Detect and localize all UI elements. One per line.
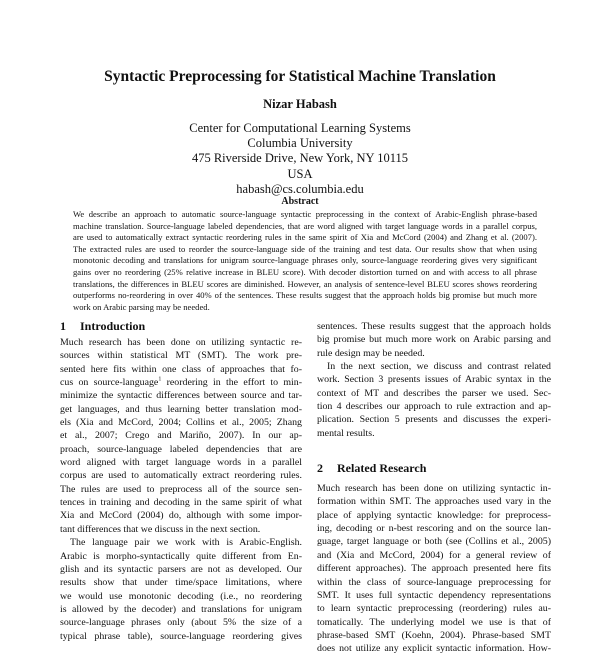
text-line: The rules are used to preprocess all of the source sen- [60, 483, 302, 495]
text-line: The language pair we work with is Arabic-English. [70, 537, 302, 549]
text-line: machine translation. Source-language labeled dependencies, that are word aligned with target language words in a parallel corpus, [73, 220, 537, 231]
text-line: sentences. These results suggest that the approach holds [317, 321, 551, 332]
affiliation [0, 121, 600, 197]
author-name: Nizar Habash [263, 97, 337, 111]
text-line: ing, decoding or n-best rescoring and on the source lan- [317, 523, 551, 535]
section-title: Related Research [337, 461, 427, 476]
right-column [317, 320, 551, 656]
text-line: sented here fits within one class of approaches that fo- [60, 363, 302, 375]
text-line: The extracted rules are used to reorder the source-language side of the training and test data. Our results show that when using [73, 243, 537, 254]
text-line: els (Xia and McCord, 2004; Collins et al., 2005; Zhang [60, 417, 302, 429]
text-line: Xia and McCord (2004) do, although with some impor- [60, 510, 302, 522]
footnote-marker: 1 [158, 376, 162, 383]
affiliation-line: Center for Computational Learning Systems [189, 121, 411, 135]
text-line: different approaches). The approach presented here fits [317, 563, 551, 575]
section-number: 1 [60, 319, 66, 333]
abstract-heading: Abstract [281, 196, 319, 207]
text-fragment: reordering in the effort to min- [161, 377, 302, 389]
text-line: work. Section 3 presents issues of Arabic syntax in the [317, 374, 551, 386]
text-line: translations, the differences in BLEU scores are diminished. However, an analysis of sentence-level BLEU scores shows reordering [73, 278, 537, 289]
text-line: corpus are used to automatically extract reordering rules. [60, 470, 302, 482]
text-line: Arabic is morpho-syntactically quite different from En- [60, 550, 302, 562]
text-line: tomatically. The underlying model we use is that of [317, 616, 551, 628]
text-line: typical phrase table), source-language reordering gives [60, 630, 302, 642]
text-line: phrase-based SMT (Koehn, 2004). Phrase-based SMT [317, 629, 551, 641]
text-line: rule design may be needed. [317, 347, 425, 359]
text-line: We describe an approach to automatic source-language syntactic preprocessing in the context of Arabic-English phrase-based [73, 209, 537, 219]
text-line: get languages, and thus learning better translation mod- [60, 403, 302, 415]
paper-title: Syntactic Preprocessing for Statistical Machine Translation [104, 68, 496, 85]
text-line: word aligned with target language words in a parallel [60, 457, 302, 469]
text-line: Much research has been done on utilizing syntactic in- [317, 483, 551, 495]
text-line: In the next section, we discuss and contrast related [327, 361, 551, 373]
affiliation-line: Columbia University [247, 136, 353, 151]
text-line: sources within statistical MT (SMT). The work pre- [60, 350, 302, 362]
text-line: et al., 2007; Crego and Mariño, 2007). In our ap- [60, 430, 302, 442]
text-line: is allowed by the decoder) and translations for unigram [60, 603, 302, 615]
text-line: work on Arabic parsing may be needed. [73, 301, 210, 312]
text-line: and (Xia and McCord, 2004) for a general review of [317, 549, 551, 561]
text-line: plication. Section 5 presents and discusses the experi- [317, 414, 551, 426]
text-line: outperforms no-reordering in over 40% of the sentences. These results suggest that the approach holds big promise but much more [73, 290, 537, 301]
text-line: minimize the syntactic differences between source and tar- [60, 390, 302, 402]
text-line: tences in training and decoding in the same spirit of what [60, 497, 302, 509]
section-heading-introduction [60, 318, 145, 334]
text-line: does not utilize any explicit syntactic information. How- [317, 643, 551, 655]
text-line: context of MT and describes the parser we used. Sec- [317, 387, 551, 399]
section-title: Introduction [80, 319, 146, 333]
text-line: are used to automatically extract syntactic reordering rules in the same spirit of Xia and McCord (2004) and Zhang et al. (2007). [73, 232, 537, 243]
text-line: formation within SMT. The approaches used vary in the [317, 496, 551, 508]
text-line: gains over no reordering (25% relative increase in BLEU score). With decoder distortion turned on and with access to all phrase [73, 266, 537, 277]
intro-continued [317, 320, 551, 440]
text-line: Much research has been done on utilizing syntactic re- [60, 337, 302, 348]
author-email: habash@cs.columbia.edu [236, 181, 364, 196]
text-line: proach, source-language labeled dependencies that are [60, 443, 302, 455]
abstract-body [73, 209, 537, 313]
section-heading-related-research [317, 460, 551, 476]
text-line: to learn syntactic preprocessing (reordering) rules au- [317, 603, 551, 615]
text-line: within the class of source-language preprocessing for [317, 576, 551, 588]
text-line: big promise but much more work on Arabic parsing and [317, 334, 551, 346]
text-line: mental results. [317, 427, 375, 439]
text-line: monotonic decoding and translations for unigram source-language phrases only, source-language reordering gives very significant [73, 255, 537, 266]
text-line: guage, target language or both (see (Collins et al., 2005) [317, 536, 551, 548]
text-line: tion 4 describes our approach to rule extraction and ap- [317, 401, 551, 413]
text-line: SMT. It uses full syntactic dependency representations [317, 589, 551, 601]
section-number: 2 [317, 461, 323, 476]
affiliation-line: USA [287, 166, 313, 181]
text-line: results show that under time/space limitations, where [60, 577, 302, 589]
text-line [60, 376, 302, 389]
text-line: source-language phrases only (about 5% the size of a [60, 617, 302, 629]
text-line: we would use monotonic decoding (i.e., no reordering [60, 590, 302, 602]
text-line: tant differences that we discuss in the next section. [60, 523, 261, 535]
related-research-body [317, 482, 551, 655]
text-line: glish and its syntactic parsers are not as developed. Our [60, 563, 302, 575]
affiliation-line: 475 Riverside Drive, New York, NY 10115 [191, 151, 409, 166]
text-fragment: cus on source-language [60, 377, 159, 389]
text-line: place of applying syntactic knowledge: for preprocess- [317, 509, 551, 521]
left-column [60, 336, 302, 643]
